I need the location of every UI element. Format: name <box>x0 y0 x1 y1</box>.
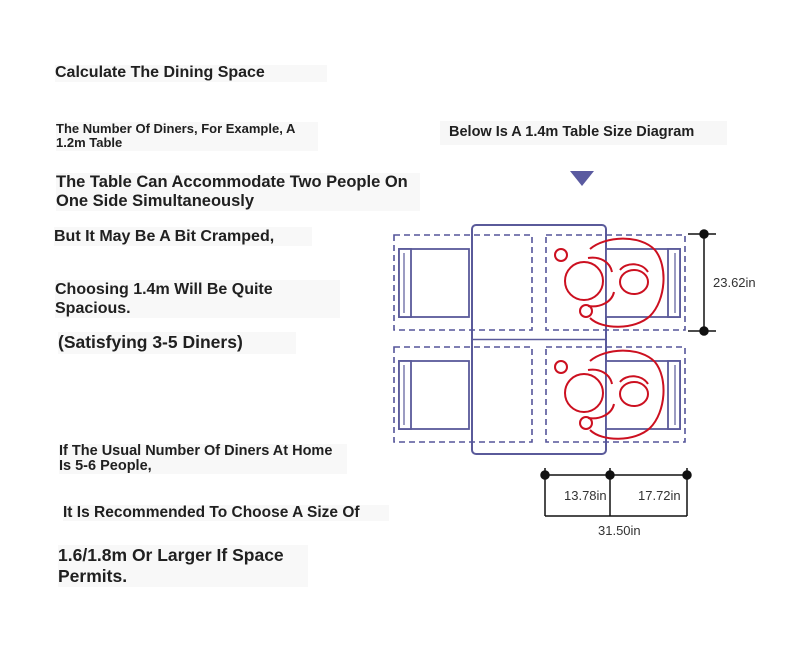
cramped-text: But It May Be A Bit Cramped, <box>54 227 312 246</box>
usual-number-text: If The Usual Number Of Diners At Home Is 5-6 People, <box>59 444 347 474</box>
dim-total-label: 31.50in <box>598 523 641 538</box>
larger-size-text: 1.6/1.8m Or Larger If Space Permits. <box>58 545 308 587</box>
height-dimension <box>688 230 716 335</box>
dim-right-label: 17.72in <box>638 488 681 503</box>
cup-icon <box>555 361 567 373</box>
chair-top-left <box>399 249 469 317</box>
chair-top-right <box>606 249 680 317</box>
plate-icon <box>565 262 603 300</box>
cup-icon <box>555 249 567 261</box>
calc-title: Calculate The Dining Space <box>55 65 327 82</box>
diners-example-text: The Number Of Diners, For Example, A 1.2m Table <box>56 122 318 151</box>
recommended-text: It Is Recommended To Choose A Size Of <box>63 505 389 521</box>
spacious-text: Choosing 1.4m Will Be Quite Spacious. <box>55 280 340 318</box>
plate-icon <box>565 374 603 412</box>
diagram-caption: Below Is A 1.4m Table Size Diagram <box>440 121 727 145</box>
dim-height-label: 23.62in <box>713 275 756 290</box>
satisfying-text: (Satisfying 3-5 Diners) <box>58 332 296 354</box>
down-arrow-icon <box>570 171 594 186</box>
two-people-text: The Table Can Accommodate Two People On One Side Simultaneously <box>56 173 420 211</box>
chair-bottom-right <box>606 361 680 429</box>
chair-bottom-left <box>399 361 469 429</box>
dim-left-label: 13.78in <box>564 488 607 503</box>
